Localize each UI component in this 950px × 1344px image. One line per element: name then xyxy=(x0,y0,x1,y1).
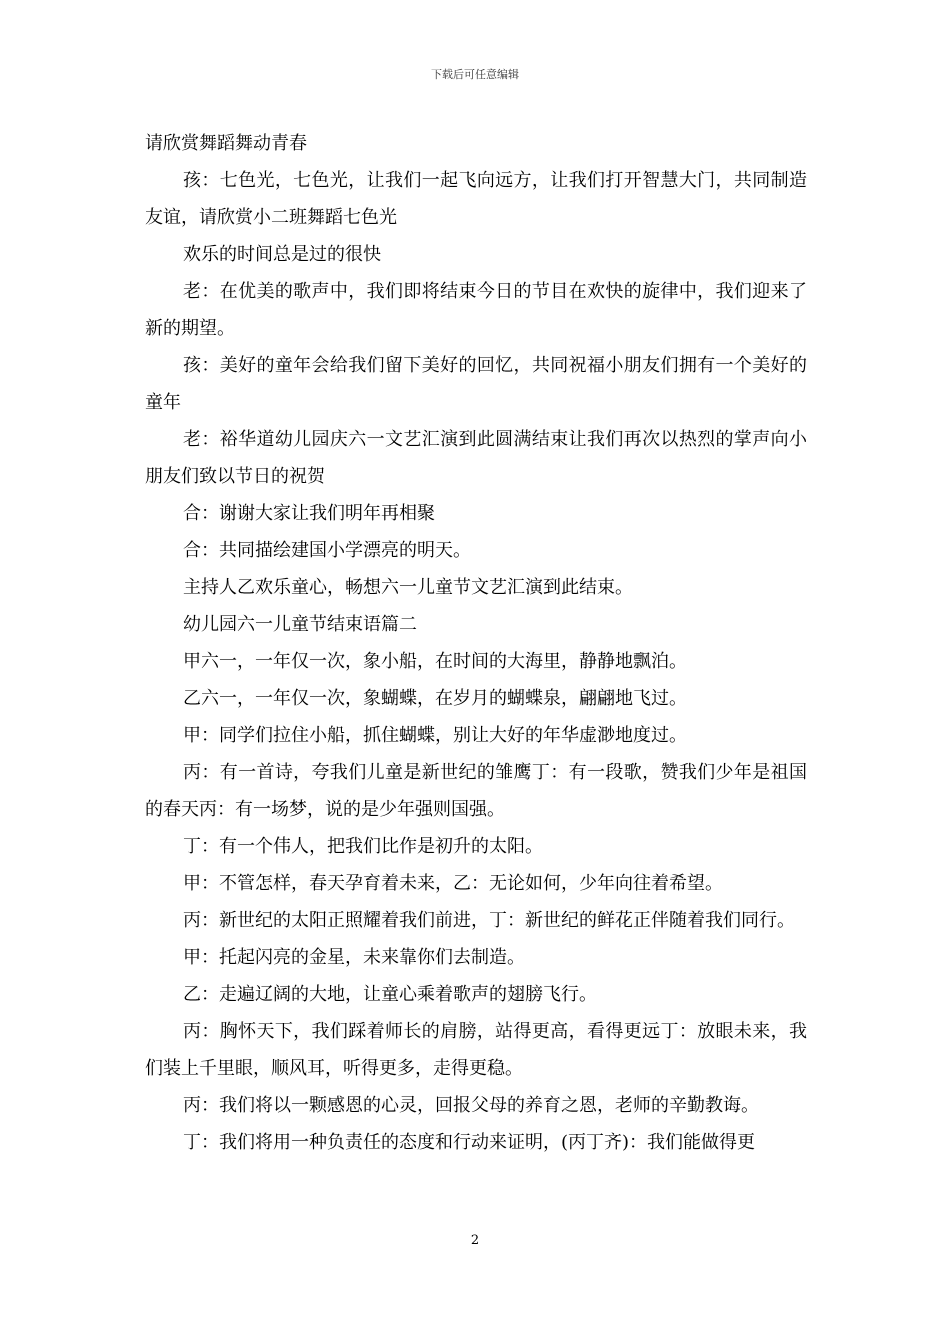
paragraph: 丙：我们将以一颗感恩的心灵，回报父母的养育之恩，老师的辛勤教诲。 xyxy=(183,1095,759,1116)
paragraph: 丙：新世纪的太阳正照耀着我们前进，丁：新世纪的鲜花正伴随着我们同行。 xyxy=(183,910,795,931)
document-body xyxy=(145,125,807,1161)
paragraph: 合：谢谢大家让我们明年再相聚 xyxy=(183,503,435,524)
paragraph: 丁：我们将用一种负责任的态度和行动来证明，(丙丁齐)：我们能做得更 xyxy=(183,1132,756,1153)
paragraph: 老：裕华道幼儿园庆六一文艺汇演到此圆满结束让我们再次以热烈的掌声向小朋友们致以节日的祝贺 xyxy=(145,429,807,487)
paragraph: 老：在优美的歌声中，我们即将结束今日的节目在欢快的旋律中，我们迎来了新的期望。 xyxy=(145,281,807,339)
paragraph: 甲：不管怎样，春天孕育着未来，乙：无论如何，少年向往着希望。 xyxy=(183,873,723,894)
page-header: 下载后可任意编辑 xyxy=(431,68,519,81)
paragraph: 请欣赏舞蹈舞动青春 xyxy=(145,133,307,154)
paragraph: 乙六一，一年仅一次，象蝴蝶，在岁月的蝴蝶泉，翩翩地飞过。 xyxy=(183,688,687,709)
paragraph: 甲：托起闪亮的金星，未来靠你们去制造。 xyxy=(183,947,525,968)
paragraph: 丁：有一个伟人，把我们比作是初升的太阳。 xyxy=(183,836,543,857)
paragraph: 孩：七色光，七色光，让我们一起飞向远方，让我们打开智慧大门，共同制造友谊，请欣赏小二班舞蹈七色光 xyxy=(145,170,807,228)
paragraph: 合：共同描绘建国小学漂亮的明天。 xyxy=(183,540,471,561)
page-number: 2 xyxy=(470,1233,480,1248)
paragraph: 丙：有一首诗，夸我们儿童是新世纪的雏鹰丁：有一段歌，赞我们少年是祖国的春天丙：有一场梦，说的是少年强则国强。 xyxy=(145,762,807,820)
paragraph: 主持人乙欢乐童心，畅想六一儿童节文艺汇演到此结束。 xyxy=(183,577,633,598)
paragraph: 乙：走遍辽阔的大地，让童心乘着歌声的翅膀飞行。 xyxy=(183,984,597,1005)
paragraph: 丙：胸怀天下，我们踩着师长的肩膀，站得更高，看得更远丁：放眼未来，我们装上千里眼，顺风耳，听得更多，走得更稳。 xyxy=(145,1021,807,1079)
paragraph: 孩：美好的童年会给我们留下美好的回忆，共同祝福小朋友们拥有一个美好的童年 xyxy=(145,355,807,413)
paragraph: 甲：同学们拉住小船，抓住蝴蝶，别让大好的年华虚渺地度过。 xyxy=(183,725,687,746)
paragraph: 幼儿园六一儿童节结束语篇二 xyxy=(183,614,417,635)
paragraph: 甲六一，一年仅一次，象小船，在时间的大海里，静静地飘泊。 xyxy=(183,651,687,672)
paragraph: 欢乐的时间总是过的很快 xyxy=(183,244,381,265)
